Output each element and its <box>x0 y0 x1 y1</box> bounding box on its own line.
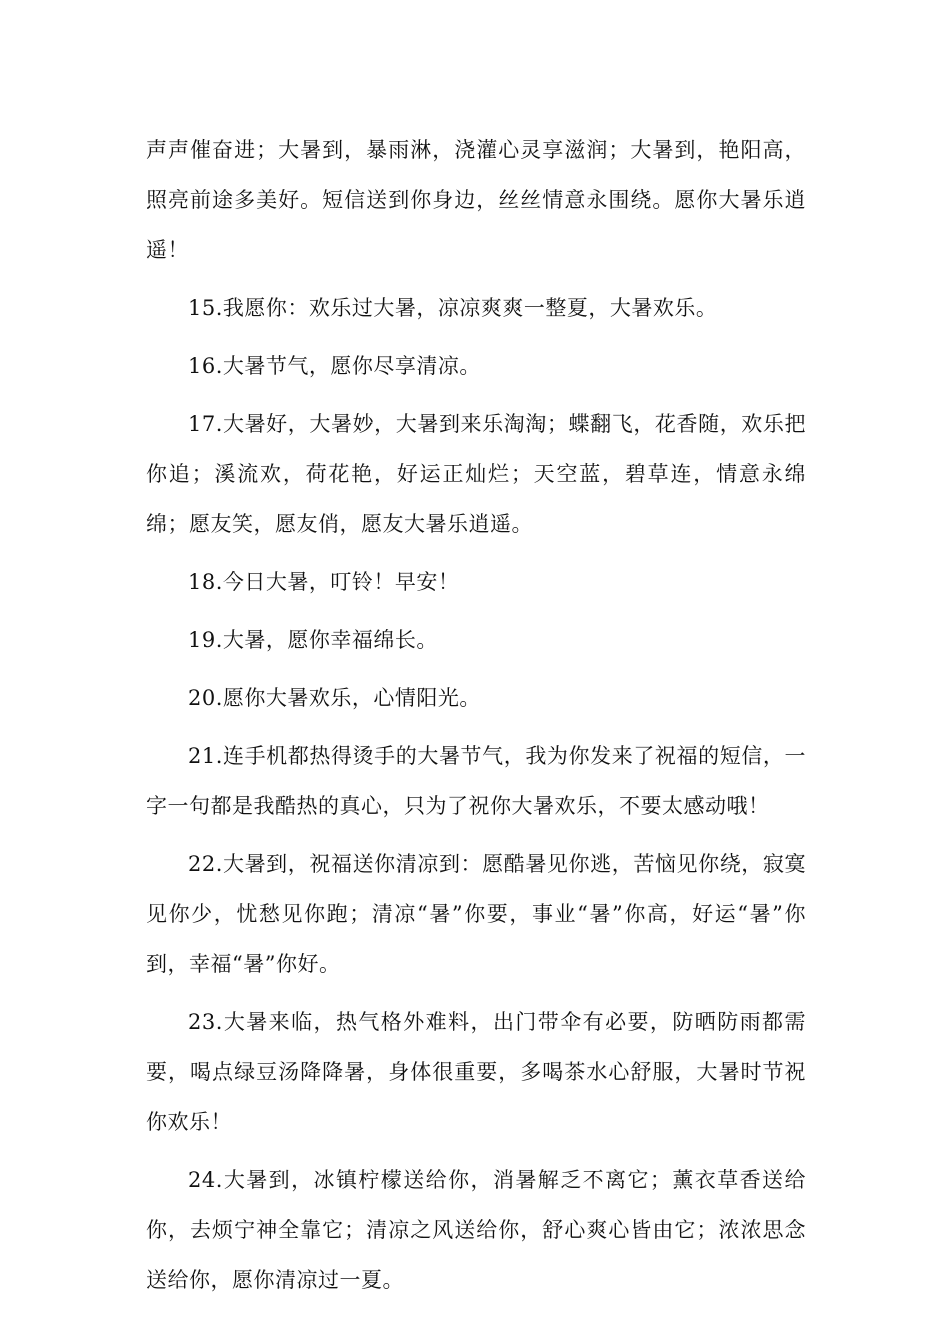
paragraph-18: 18.今日大暑，叮铃！早安！ <box>188 570 460 594</box>
paragraph-20: 20.愿你大暑欢乐，心情阳光。 <box>188 686 481 710</box>
paragraph-continued: 声声催奋进；大暑到，暴雨淋，浇灌心灵享滋润；大暑到，艳阳高，照亮前途多美好。短信送到你身边，丝丝情意永围绕。愿你大暑乐逍遥！ <box>146 138 806 262</box>
paragraph-19: 19.大暑，愿你幸福绵长。 <box>188 628 438 652</box>
paragraph-16: 16.大暑节气，愿你尽享清凉。 <box>188 354 481 378</box>
paragraph-15: 15.我愿你：欢乐过大暑，凉凉爽爽一整夏，大暑欢乐。 <box>188 296 718 320</box>
paragraph-22: 22.大暑到，祝福送你清凉到：愿酷暑见你逃，苦恼见你绕，寂寞见你少，忧愁见你跑；清凉“暑”你要，事业“暑”你高，好运“暑”你到，幸福“暑”你好。 <box>146 852 806 976</box>
paragraph-21: 21.连手机都热得烫手的大暑节气，我为你发来了祝福的短信，一字一句都是我酷热的真心，只为了祝你大暑欢乐，不要太感动哦！ <box>146 744 806 818</box>
paragraph-24: 24.大暑到，冰镇柠檬送给你，消暑解乏不离它；薰衣草香送给你，去烦宁神全靠它；清凉之风送给你，舒心爽心皆由它；浓浓思念送给你，愿你清凉过一夏。 <box>146 1168 806 1292</box>
paragraph-17: 17.大暑好，大暑妙，大暑到来乐淘淘；蝶翻飞，花香随，欢乐把你追；溪流欢，荷花艳，好运正灿烂；天空蓝，碧草连，情意永绵绵；愿友笑，愿友俏，愿友大暑乐逍遥。 <box>146 412 806 536</box>
paragraph-23: 23.大暑来临，热气格外难料，出门带伞有必要，防晒防雨都需要，喝点绿豆汤降降暑，身体很重要，多喝茶水心舒服，大暑时节祝你欢乐！ <box>146 1010 806 1134</box>
document-body <box>146 125 806 1313</box>
